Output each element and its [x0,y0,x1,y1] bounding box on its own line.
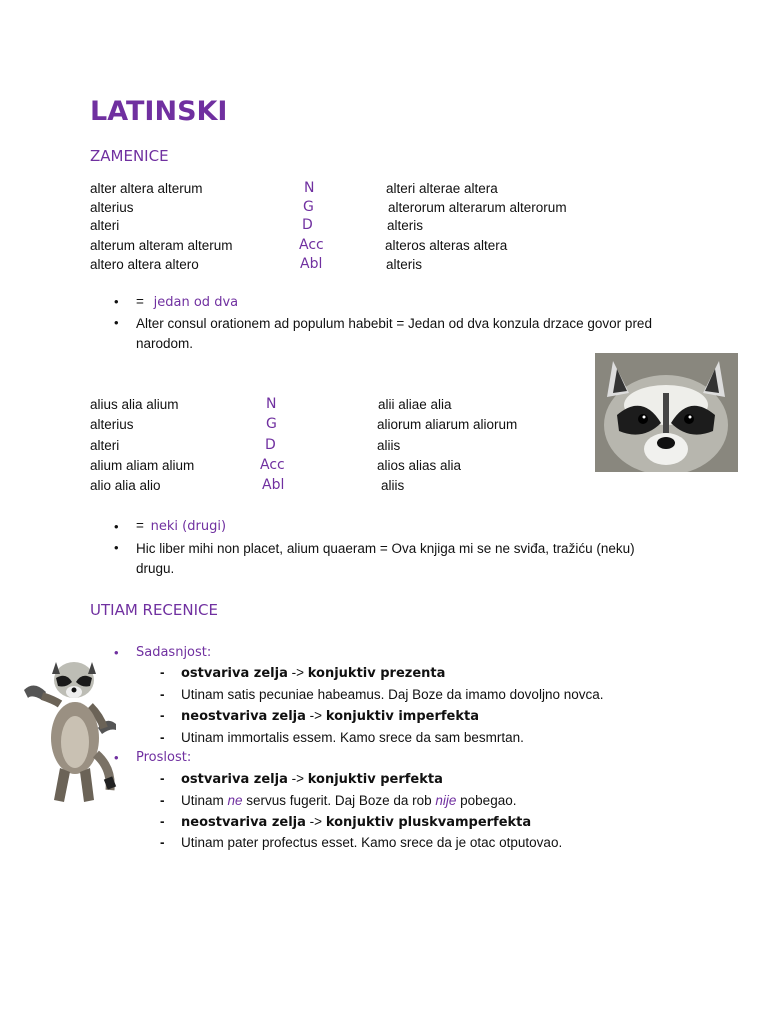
table-row-pl: aliis [377,438,401,453]
raccoon-face-image [595,353,738,472]
case-label: N [304,180,315,196]
page-title: LATINSKI [90,96,228,127]
bullet-marker: • [114,750,119,765]
rule-line [181,814,531,830]
table-row-sg: alterum alteram alterum [90,238,233,253]
rule-condition: neostvariva zelja [181,815,306,830]
meaning-text: neki (drugi) [150,519,227,534]
dash-marker: - [160,730,165,745]
rule-condition: ostvariva zelja [181,666,288,681]
dash-marker: - [160,814,165,829]
bullet-marker: • [114,540,119,555]
case-label: Abl [300,256,323,272]
dash-marker: - [160,835,165,850]
rule-line [181,771,443,787]
bullet-marker: • [114,294,119,309]
example-part: pobegao. [456,793,517,808]
table-row-sg: alteri [90,218,120,233]
case-label: Abl [262,477,285,493]
example-highlight: nije [435,793,457,808]
dash-marker: - [160,771,165,786]
dash-marker: - [160,665,165,680]
arrow: -> [287,665,308,680]
table-row-sg: altero altera altero [90,257,199,272]
rule-mood: konjuktiv prezenta [307,666,446,681]
case-label: D [302,217,313,233]
case-label: Acc [299,237,324,253]
section-heading-zamenice: ZAMENICE [90,147,169,165]
table-row-pl: alteros alteras altera [385,238,508,253]
meaning-line [136,518,226,534]
table-row-pl: alii aliae alia [378,397,452,412]
arrow: -> [305,708,326,723]
rule-condition: neostvariva zelja [181,709,306,724]
table-row-sg: alio alia alio [90,478,161,493]
case-label: G [303,199,314,215]
meaning-line [136,294,238,310]
rule-mood: konjuktiv perfekta [307,772,443,787]
example-part: Utinam [181,793,228,808]
case-label: N [266,396,277,412]
meaning-text: jedan od dva [153,295,239,310]
arrow: -> [305,814,326,829]
case-label: D [265,437,276,453]
table-row-sg: alius alia alium [90,397,179,412]
table-row-sg: alterius [90,417,134,432]
tense-label-present: Sadasnjost: [136,645,212,660]
dash-marker: - [160,708,165,723]
table-row-sg: alter altera alterum [90,181,203,196]
case-label: G [266,416,277,432]
example-sentence: Utinam immortalis essem. Kamo srece da sam besmrtan. [181,730,524,745]
equals-sign: = [136,294,144,309]
example-sentence: Utinam pater profectus esset. Kamo srece da je otac otputovao. [181,835,563,850]
equals-sign: = [136,518,144,533]
dash-marker: - [160,687,165,702]
example-sentence: Utinam satis pecuniae habeamus. Daj Boze da imamo dovoljno novca. [181,687,604,702]
example-highlight: ne [227,793,243,808]
section-heading-utinam: UTIAM RECENICE [90,601,218,619]
bullet-marker: • [114,315,119,330]
rule-condition: ostvariva zelja [181,772,288,787]
rule-mood: konjuktiv pluskvamperfekta [325,815,532,830]
table-row-pl: alteris [387,218,424,233]
table-row-pl: alteris [386,257,423,272]
dancing-raccoon-image [20,650,120,810]
table-row-pl: aliorum aliarum aliorum [377,417,518,432]
rule-mood: konjuktiv imperfekta [325,709,479,724]
table-row-pl: alteri alterae altera [386,181,498,196]
bullet-marker: • [114,645,119,660]
example-sentence: Hic liber mihi non placet, alium quaeram = Ova knjiga mi se ne sviđa, tražiću (neku) drugu. [136,541,635,576]
dash-marker: - [160,793,165,808]
bullet-marker: • [114,519,119,534]
example-part: servus fugerit. Daj Boze da rob [242,793,436,808]
rule-line [181,708,479,724]
table-row-pl: alterorum alterarum alterorum [388,200,567,215]
rule-line [181,665,445,681]
table-row-sg: alteri [90,438,120,453]
example-sentence: Alter consul orationem ad populum habebit = Jedan od dva konzula drzace govor pred narodom. [136,316,652,351]
case-label: Acc [260,457,285,473]
table-row-sg: alium aliam alium [90,458,195,473]
arrow: -> [287,771,308,786]
table-row-pl: alios alias alia [377,458,462,473]
table-row-pl: aliis [381,478,405,493]
example-sentence [181,793,516,808]
table-row-sg: alterius [90,200,134,215]
tense-label-past: Proslost: [136,750,192,765]
